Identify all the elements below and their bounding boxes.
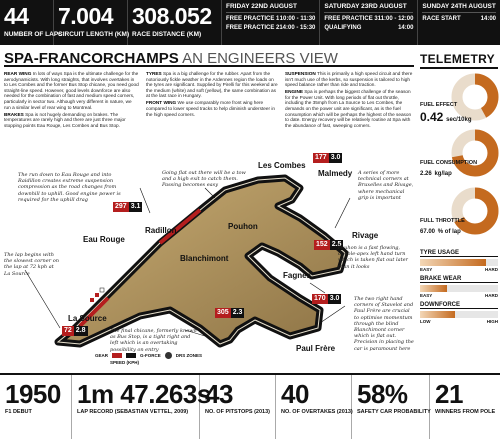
bottom-stat <box>276 375 352 439</box>
fuel-consumption-donut <box>450 128 500 178</box>
gauge-unit: sec/10kg <box>446 117 472 123</box>
gauge-number: 0.42 <box>420 110 444 124</box>
leader-line <box>320 306 345 323</box>
schedule-day: SUNDAY 24TH AUGUST <box>422 3 496 13</box>
schedule-day: SATURDAY 23RD AUGUST <box>324 3 413 13</box>
bar-title: BRAKE WEAR <box>420 276 498 283</box>
speed-tag <box>215 308 244 318</box>
stat-value: 1950 <box>5 379 61 409</box>
gear-value: 2.5 <box>331 241 342 248</box>
title-sub: AN ENGINEERS VIEW <box>178 50 338 67</box>
corner-label: Pouhon <box>228 222 258 231</box>
brakes-heading: BRAKES <box>4 111 24 117</box>
schedule-day: FRIDAY 22ND AUGUST <box>226 3 315 13</box>
suspension-text: This is primarily a high speed circuit and there isn't much use of the kerbs, so suspension is tailored to high speed balance rather than ride and traction. <box>285 71 413 88</box>
speed-value: 297 <box>115 203 127 210</box>
gear-value: 3.0 <box>330 154 341 161</box>
speed-value: 170 <box>314 295 326 302</box>
gauge-label: FULL THROTTLE <box>420 218 465 224</box>
session-name: FREE PRACTICE 2 <box>226 25 280 31</box>
laps-stat <box>0 0 63 45</box>
stat-value: 58% <box>357 379 408 409</box>
bar-low: EASY <box>420 293 433 298</box>
gauge-value <box>420 110 472 124</box>
gear-value: 3.1 <box>130 203 141 210</box>
gear-value: 2.8 <box>75 327 86 334</box>
leader-line <box>205 188 215 198</box>
circuit-label: CIRCUIT LENGTH (KM) <box>58 31 130 38</box>
page-title <box>4 50 414 67</box>
rear-wing-heading: REAR WING <box>4 71 32 76</box>
speed-tag <box>62 326 88 336</box>
speed-value: 305 <box>217 309 229 316</box>
annotation: Going flat out there will be a tow and a high exit to catch them. Passing becomes easy <box>162 170 246 189</box>
bar-ends <box>420 267 498 272</box>
distance-label: RACE DISTANCE (KM) <box>132 31 202 38</box>
speed-value: 72 <box>64 327 72 334</box>
bar-high: HARD <box>485 267 498 272</box>
legend-gear: GEAR <box>95 353 109 358</box>
bar-fill <box>420 311 455 318</box>
session-name: FREE PRACTICE 3 <box>324 16 378 22</box>
bar-low: LOW <box>420 319 431 324</box>
bar-title: TYRE USAGE <box>420 250 498 257</box>
tyres-heading: TYRES <box>146 71 162 76</box>
schedule-row <box>324 25 413 31</box>
annotation: The two right hand corners of Stavelot and Paul Frère are crucial to optimise momentum through the blind Blanchimont corner which is flat out. Precision in placing the car is paramount here <box>354 296 414 352</box>
legend-drs: DRS ZONES <box>175 353 203 358</box>
stat-label: LAP RECORD (SEBASTIAN VETTEL, 2009) <box>77 409 189 415</box>
circuit-value: 7.004 <box>58 3 114 29</box>
bottom-stat <box>0 375 72 439</box>
speed-legend <box>110 360 139 365</box>
leader-line <box>310 283 325 293</box>
text-column-3 <box>285 71 415 130</box>
telemetry-title: TELEMETRY <box>420 52 498 69</box>
legend-speed: SPEED (KPH) <box>110 360 140 365</box>
gauge-number: 67.00 <box>420 229 436 235</box>
session-time: 14:00 - 15:30 <box>279 25 316 31</box>
brakes-text: Spa is not hugely demanding on brakes. The temperatures are rarely high and there are just three major stopping points Eau Rouge, Les Combes and Bus Stop. <box>4 111 126 128</box>
corner-label: Malmedy <box>318 169 353 178</box>
text-column-2 <box>146 71 278 119</box>
distance-value: 308.052 <box>132 3 212 29</box>
session-name: RACE START <box>422 16 461 22</box>
full-throttle-gauge <box>420 182 498 234</box>
corner-label: Fagnes <box>283 271 312 280</box>
session-name: QUALIFYING <box>324 25 362 31</box>
stat-label: NO. OF PITSTOPS (2013) <box>205 409 270 415</box>
legend-swatch-gforce <box>126 353 136 358</box>
laps-label: NUMBER OF LAPS <box>4 31 63 38</box>
stat-value: 40 <box>281 379 309 409</box>
bottom-stats-bar <box>0 373 500 439</box>
bottom-stat <box>200 375 276 439</box>
rear-wing-para <box>4 71 139 110</box>
schedule-friday <box>222 0 320 45</box>
gauge-unit: % of lap <box>437 229 461 235</box>
front-wing-heading: FRONT WING <box>146 100 177 106</box>
bar-track <box>420 285 498 292</box>
annotation: Pouhon is a fast flowing, double-apex left hand turn which is taken flat out later than it looks <box>338 245 408 270</box>
distance-stat <box>128 0 222 45</box>
stat-value: 1m 47.263s <box>77 379 211 409</box>
bar-fill <box>420 285 447 292</box>
laps-value: 44 <box>4 3 29 29</box>
bar-high: HIGH <box>486 319 498 324</box>
stat-label: F1 DEBUT <box>5 409 32 415</box>
corner-label: Blanchimont <box>180 254 229 263</box>
bar-high: HARD <box>485 293 498 298</box>
circuit-stat <box>54 0 128 45</box>
bar-title: DOWNFORCE <box>420 302 498 309</box>
brake-wear-bar <box>420 276 498 298</box>
legend-swatch-speed <box>112 353 122 358</box>
schedule-row <box>422 16 496 22</box>
corner-label: Rivage <box>352 231 379 240</box>
gauge-value <box>420 167 452 178</box>
bar-track <box>420 259 498 266</box>
bar-fill <box>420 259 486 266</box>
corner-label: Les Combes <box>258 161 306 170</box>
gauge-value <box>420 225 461 236</box>
annotation: The run down to Eau Rouge and into Raidillon creates extreme suspension compression as the road changes from downhill to uphill. Good engine power is required for the uphill drag <box>18 172 121 203</box>
stat-label: SAFETY CAR PROBABILITY <box>357 409 431 415</box>
drs-legend-icon <box>165 352 172 359</box>
suspension-heading: SUSPENSION <box>285 71 316 76</box>
tyre-usage-bar <box>420 250 498 272</box>
engine-para <box>285 89 415 128</box>
corner-label: Paul Frère <box>296 344 336 353</box>
stat-value: 43 <box>205 379 233 409</box>
track-map-area <box>0 154 415 373</box>
text-column-1 <box>4 71 139 130</box>
legend-gforce: G-FORCE <box>140 353 161 358</box>
gauge-number: 2.26 <box>420 171 432 177</box>
bottom-stat <box>430 375 500 439</box>
speed-value: 177 <box>315 154 327 161</box>
gauge-label: FUEL CONSUMPTION <box>420 160 478 166</box>
session-time: 14:00 <box>480 16 496 22</box>
schedule-saturday <box>320 0 418 45</box>
gauge-unit: kg/lap <box>434 171 452 177</box>
tyres-para <box>146 71 278 99</box>
annotation: The lap begins with the slowest corner on the lap at 72 kph at La Source <box>4 252 59 277</box>
rear-wing-text: In lots of ways Spa is the ultimate challenge for the aerodynamicists. With long straights, that involves overtakes in to Les Combes and the former Bus Stop chicane, you need good straight-line speed. However, good levels downforce are also needed for the combination of fast and medium speed corners, particularly in sector two. Although very different in nature, we run a similar level of rear wing to Montreal. <box>4 71 139 110</box>
bar-low: EASY <box>420 267 433 272</box>
leader-line <box>25 270 60 328</box>
stat-label: NO. OF OVERTAKES (2013) <box>281 409 353 415</box>
suspension-para <box>285 71 415 88</box>
engine-heading: ENGINE <box>285 89 303 95</box>
speed-tag <box>312 294 341 304</box>
bottom-stat <box>352 375 430 439</box>
tyres-text: Spa is a big challenge for the rubber. Apart from the notoriously fickle weather in the Ardennes region the loads on the tyres are significant. Supplied by Pirelli for this weekend are the medium (white) and soft (yellow), the same combination as at the last race in Hungary. <box>146 71 278 99</box>
session-time: 11:00 - 12:00 <box>377 16 414 22</box>
corner-label: Eau Rouge <box>83 235 125 244</box>
speed-tag <box>113 202 142 212</box>
gear-value: 3.0 <box>329 295 340 302</box>
bar-ends <box>420 319 498 324</box>
downforce-bar <box>420 302 498 324</box>
gauge-label: FUEL EFFECT <box>420 102 458 108</box>
title-main: SPA-FRANCORCHAMPS <box>4 50 179 67</box>
session-schedule <box>222 0 500 45</box>
bottom-stat <box>72 375 211 439</box>
annotation: A series of more technical corners at Bruxelles and Rivage, where mechanical grip is important <box>358 170 414 201</box>
session-time: 10:00 - 11:30 <box>279 16 316 22</box>
bar-ends <box>420 293 498 298</box>
session-time: 14:00 <box>398 25 414 31</box>
fuel-consumption-gauge <box>420 124 498 176</box>
bar-track <box>420 311 498 318</box>
stat-value: 21 <box>435 379 463 409</box>
telemetry-panel <box>420 52 498 370</box>
annotation: The final chicane, formerly known as Bus Stop, is a tight right and left which is an overtaking possibility on entry <box>110 328 197 353</box>
schedule-row <box>324 16 413 22</box>
engine-text: Spa is perhaps the biggest challenge of the season for the Power Unit. With long periods of flat out throttle, including the 35mph from La Source to Les Combes, the demands on the power unit are significant, as is the fuel consumption which will be perhaps the highest of the season to date. Energy recovery will be relatively routine at Spa with the abundance of fast, sweeping corners. <box>285 89 412 128</box>
schedule-row <box>226 25 315 31</box>
corner-label: La Source <box>68 314 107 323</box>
speed-value: 152 <box>316 241 328 248</box>
schedule-sunday <box>418 0 500 45</box>
gear-value: 2.3 <box>232 309 243 316</box>
session-name: FREE PRACTICE 1 <box>226 16 280 22</box>
brakes-para <box>4 112 139 129</box>
top-stats-bar <box>0 0 500 45</box>
stat-label: WINNERS FROM POLE <box>435 409 496 415</box>
speed-tag <box>313 153 342 163</box>
corner-label: Radillon <box>145 226 177 235</box>
front-wing-text: We use comparably more front wing here compared to lower speed tracks to help diminish understeer in the high speed corners. <box>146 100 275 117</box>
track-legend <box>95 352 202 359</box>
fuel-effect-gauge <box>420 72 498 124</box>
leader-line <box>335 198 350 228</box>
front-wing-para <box>146 100 278 117</box>
schedule-row <box>226 16 315 22</box>
